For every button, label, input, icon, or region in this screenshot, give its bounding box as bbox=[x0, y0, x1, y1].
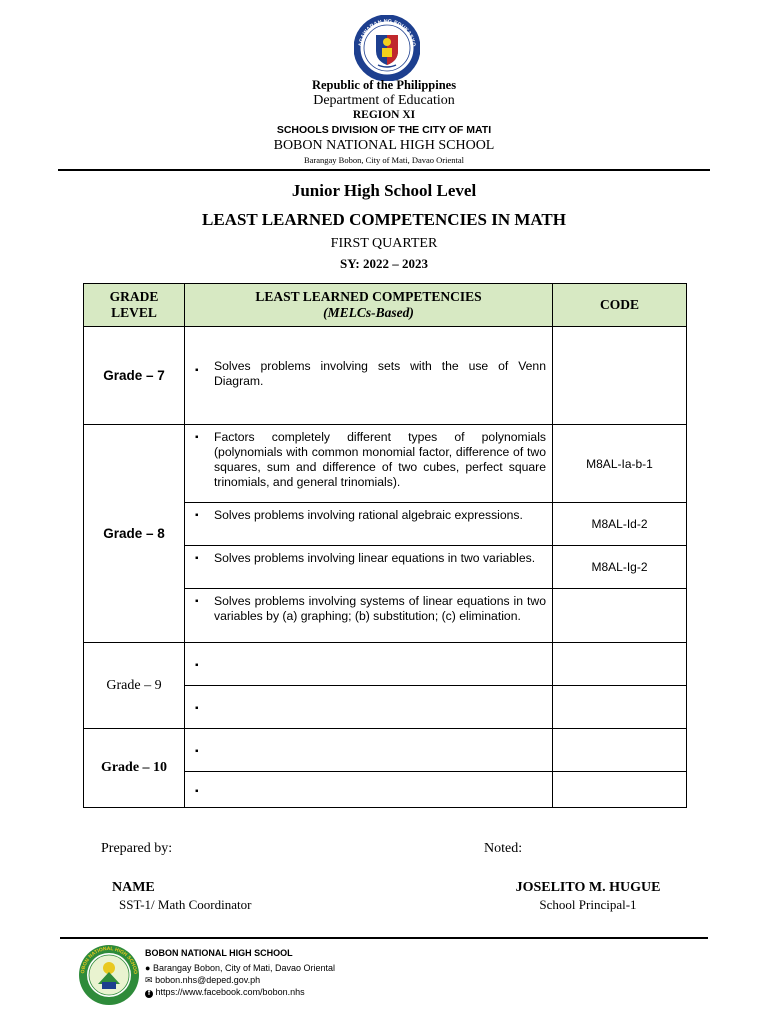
title-main: LEAST LEARNED COMPETENCIES IN MATH bbox=[202, 210, 566, 229]
prepared-title: SST-1/ Math Coordinator bbox=[119, 897, 252, 912]
bullet: ▪ bbox=[195, 510, 199, 521]
competency-code: M8AL-Id-2 bbox=[553, 503, 687, 546]
grade-label: Grade – 7 bbox=[84, 327, 185, 425]
header-address: Barangay Bobon, City of Mati, Davao Oriental bbox=[303, 155, 465, 165]
competency-code bbox=[553, 589, 687, 643]
prepared-name: NAME bbox=[112, 880, 155, 895]
bullet: ▪ bbox=[195, 365, 199, 376]
competency-item bbox=[185, 772, 553, 808]
email-icon: ✉ bbox=[145, 975, 153, 985]
footer-address-row bbox=[145, 963, 335, 973]
header-competencies-label: LEAST LEARNED COMPETENCIES bbox=[255, 289, 482, 304]
title-school-year: SY: 2022 – 2023 bbox=[339, 256, 428, 271]
footer-email[interactable]: bobon.nhs@deped.gov.ph bbox=[155, 975, 261, 985]
competency-item bbox=[185, 503, 553, 546]
header-region: REGION XI bbox=[352, 109, 416, 121]
bullet: ▪ bbox=[195, 660, 199, 671]
header-code: CODE bbox=[553, 284, 687, 327]
deped-seal-logo bbox=[354, 15, 420, 81]
bullet: ▪ bbox=[195, 746, 199, 757]
competencies-table bbox=[83, 283, 687, 808]
facebook-icon: f bbox=[145, 990, 153, 998]
header-republic: Republic of the Philippines bbox=[311, 78, 457, 92]
competency-text: Solves problems involving systems of linear equations in two variables by (a) graphing; (b) substitution; (c) elimination. bbox=[214, 594, 546, 623]
grade-label: Grade – 8 bbox=[84, 425, 185, 643]
title-level: Junior High School Level bbox=[291, 181, 477, 200]
bullet: ▪ bbox=[195, 786, 199, 797]
header-divider bbox=[58, 169, 710, 171]
seal-text: AGAWARAN NG EDUKASYO bbox=[357, 18, 417, 48]
competency-item bbox=[185, 589, 553, 643]
competency-code bbox=[553, 729, 687, 772]
competency-item bbox=[185, 327, 553, 425]
competency-text: Factors completely different types of polynomials (polynomials with common monomial factor, difference of two squares, sum and difference of two cubes, perfect square trinomials, and general trinomials). bbox=[214, 430, 546, 489]
table-row bbox=[84, 643, 687, 686]
bullet: ▪ bbox=[195, 553, 199, 564]
competency-item bbox=[185, 425, 553, 503]
grade-label: Grade – 10 bbox=[84, 729, 185, 808]
competency-text: Solves problems involving linear equations in two variables. bbox=[214, 551, 536, 565]
footer-facebook[interactable]: https://www.facebook.com/bobon.nhs bbox=[155, 987, 305, 997]
footer-school: BOBON NATIONAL HIGH SCHOOL bbox=[145, 948, 293, 958]
competency-text: Solves problems involving sets with the use of Venn Diagram. bbox=[214, 358, 546, 388]
competency-code bbox=[553, 643, 687, 686]
header-competencies bbox=[185, 284, 553, 327]
competency-code: M8AL-Ia-b-1 bbox=[553, 425, 687, 503]
footer-address: Barangay Bobon, City of Mati, Davao Oriental bbox=[152, 963, 336, 973]
location-icon: ● bbox=[145, 963, 151, 973]
bullet: ▪ bbox=[195, 703, 199, 714]
competency-item bbox=[185, 546, 553, 589]
competency-item bbox=[185, 686, 553, 729]
prepared-by-label: Prepared by: bbox=[101, 841, 173, 856]
bullet: ▪ bbox=[195, 596, 199, 607]
footer-divider bbox=[60, 937, 708, 939]
competency-code: M8AL-Ig-2 bbox=[553, 546, 687, 589]
grade-label: Grade – 9 bbox=[84, 643, 185, 729]
school-logo bbox=[78, 944, 140, 1006]
header-division: SCHOOLS DIVISION OF THE CITY OF MATI bbox=[276, 124, 492, 136]
noted-label: Noted: bbox=[484, 841, 523, 856]
competency-item bbox=[185, 729, 553, 772]
table-header-row bbox=[84, 284, 687, 327]
competency-code bbox=[553, 772, 687, 808]
footer-facebook-row bbox=[145, 987, 305, 998]
noted-name: JOSELITO M. HUGUE bbox=[515, 880, 661, 895]
competency-code bbox=[553, 327, 687, 425]
header-department: Department of Education bbox=[313, 93, 455, 108]
footer-email-row bbox=[145, 975, 260, 986]
logo-text: OBON NATIONAL HIGH SCHOO bbox=[80, 945, 139, 975]
table-row bbox=[84, 729, 687, 772]
title-quarter: FIRST QUARTER bbox=[330, 236, 438, 251]
noted-title: School Principal-1 bbox=[539, 897, 637, 912]
table-row bbox=[84, 425, 687, 503]
bullet: ▪ bbox=[195, 432, 199, 443]
competency-item bbox=[185, 643, 553, 686]
header-school: BOBON NATIONAL HIGH SCHOOL bbox=[273, 138, 495, 153]
competency-code bbox=[553, 686, 687, 729]
header-competencies-sub: (MELCs-Based) bbox=[323, 305, 414, 320]
header-grade-level: GRADE LEVEL bbox=[84, 284, 185, 327]
competency-text: Solves problems involving rational algebraic expressions. bbox=[214, 508, 523, 522]
table-row bbox=[84, 327, 687, 425]
